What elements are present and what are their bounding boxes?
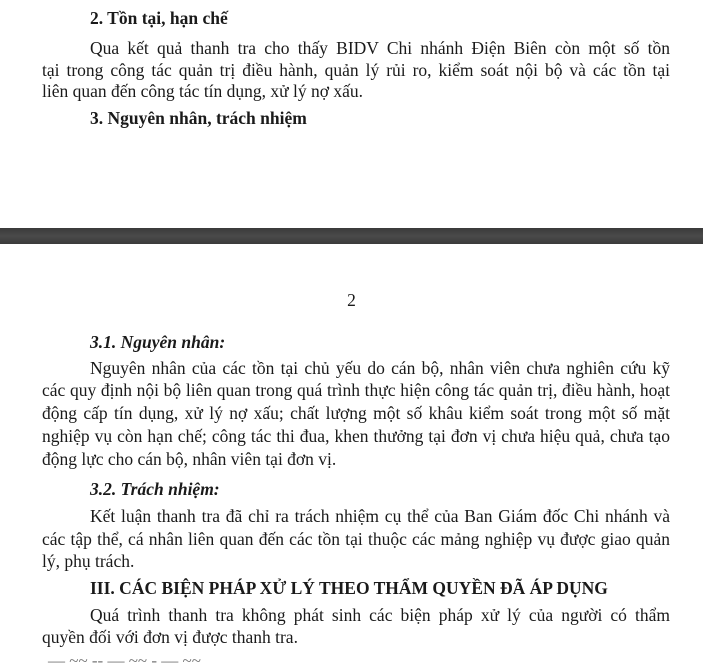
subsection-3-2-heading: 3.2. Trách nhiệm:	[90, 479, 220, 499]
subsection-3-1-paragraph-line: nghiệp vụ còn hạn chế; công tác thi đua, khen thưởng tại đơn vị chưa hiệu quả, chưa tạo	[42, 426, 670, 446]
page-number: 2	[347, 290, 356, 310]
document-page-1-bottom	[0, 0, 703, 228]
section-3-heading: 3. Nguyên nhân, trách nhiệm	[90, 108, 307, 128]
section-III-paragraph-line: Quá trình thanh tra không phát sinh các biện pháp xử lý của người có thẩm	[90, 605, 670, 625]
subsection-3-1-heading: 3.1. Nguyên nhân:	[90, 332, 226, 352]
subsection-3-1-paragraph-line: các quy định nội bộ liên quan trong quá trình thực hiện công tác quản trị, điều hành, hoạt	[42, 380, 670, 400]
section-2-paragraph-line: tại trong công tác quản trị điều hành, quản lý rủi ro, kiểm soát nội bộ và các tồn tại	[42, 60, 670, 80]
section-2-paragraph-line: Qua kết quả thanh tra cho thấy BIDV Chi nhánh Điện Biên còn một số tồn	[90, 38, 670, 58]
section-III-paragraph-line: quyền đối với đơn vị được thanh tra.	[42, 627, 298, 647]
section-III-heading: III. CÁC BIỆN PHÁP XỬ LÝ THEO THẨM QUYỀN ĐÃ ÁP DỤNG	[90, 578, 608, 598]
subsection-3-2-paragraph-line: các tập thể, cá nhân liên quan đến các tồn tại thuộc các mảng nghiệp vụ được giao quản	[42, 529, 670, 549]
section-2-heading: 2. Tồn tại, hạn chế	[90, 8, 228, 28]
subsection-3-1-paragraph-line: động lực cho cán bộ, nhân viên tại đơn vị.	[42, 449, 337, 469]
page-separator	[0, 228, 703, 244]
section-2-paragraph-line: liên quan đến công tác tín dụng, xử lý nợ xấu.	[42, 81, 364, 101]
subsection-3-2-paragraph-line: Kết luận thanh tra đã chỉ ra trách nhiệm cụ thể của Ban Giám đốc Chi nhánh và	[90, 506, 670, 526]
cut-off-next-line: — ~~ ‑‑ — ~~ ‑ — ~~	[48, 651, 201, 670]
subsection-3-1-paragraph-line: động cấp tín dụng, xử lý nợ xấu; chất lượng một số khâu kiểm soát trong một số mặt	[42, 403, 670, 423]
subsection-3-1-paragraph-line: Nguyên nhân của các tồn tại chủ yếu do cán bộ, nhân viên chưa nghiên cứu kỹ	[90, 358, 670, 378]
subsection-3-2-paragraph-line: lý, phụ trách.	[42, 551, 135, 571]
